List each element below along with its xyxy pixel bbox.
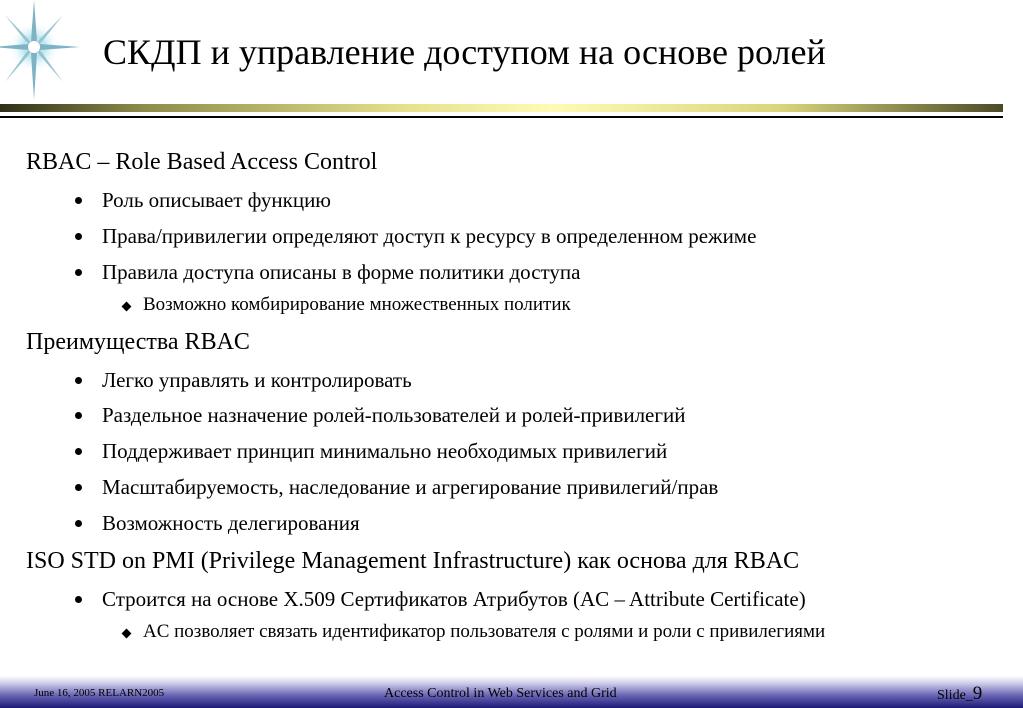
section-heading-pmi: ISO STD on PMI (Privilege Management Infrastructure) как основа для RBAC (26, 548, 800, 574)
bullet-dot-icon (75, 269, 82, 276)
slide-title: СКДП и управление доступом на основе ролей (103, 32, 826, 72)
footer-date-event: June 16, 2005 RELARN2005 (34, 687, 165, 699)
bullet-item: Строится на основе X.509 Сертификатов Атрибутов (AC – Attribute Certificate) (102, 586, 806, 612)
slide-number: Slide_9 (937, 683, 983, 704)
bullet-item: Возможность делегирования (102, 510, 360, 536)
bullet-item: Раздельное назначение ролей-пользователей и ролей-привилегий (102, 402, 685, 428)
starburst-logo (0, 0, 80, 100)
bullet-dot-icon (75, 233, 82, 240)
sub-bullet-item: Возможно комбирирование множественных политик (143, 293, 571, 317)
bullet-item: Правила доступа описаны в форме политики доступа (102, 259, 581, 285)
bullet-dot-icon (75, 596, 82, 603)
bullet-dot-icon (75, 197, 82, 204)
bullet-item: Легко управлять и контролировать (102, 367, 412, 393)
bullet-item: Масштабируемость, наследование и агрегирование привилегий/прав (102, 474, 718, 500)
bullet-dot-icon (75, 484, 82, 491)
section-heading-advantages: Преимущества RBAC (26, 329, 250, 355)
bullet-dot-icon (75, 412, 82, 419)
bullet-item: Роль описывает функцию (102, 187, 331, 213)
bullet-item: Права/привилегии определяют доступ к ресурсу в определенном режиме (102, 223, 756, 249)
diamond-bullet-icon (122, 629, 132, 639)
sub-bullet-item: AC позволяет связать идентификатор пользователя с ролями и роли с привилегиями (143, 620, 825, 644)
title-underline-bar (0, 104, 1003, 112)
title-underline-rule (0, 116, 1003, 118)
section-heading-rbac: RBAC – Role Based Access Control (26, 149, 378, 175)
bullet-dot-icon (75, 377, 82, 384)
bullet-item: Поддерживает принцип минимально необходимых привилегий (102, 438, 667, 464)
diamond-bullet-icon (122, 302, 132, 312)
footer-presentation-title: Access Control in Web Services and Grid (384, 686, 617, 701)
bullet-dot-icon (75, 520, 82, 527)
bullet-dot-icon (75, 448, 82, 455)
